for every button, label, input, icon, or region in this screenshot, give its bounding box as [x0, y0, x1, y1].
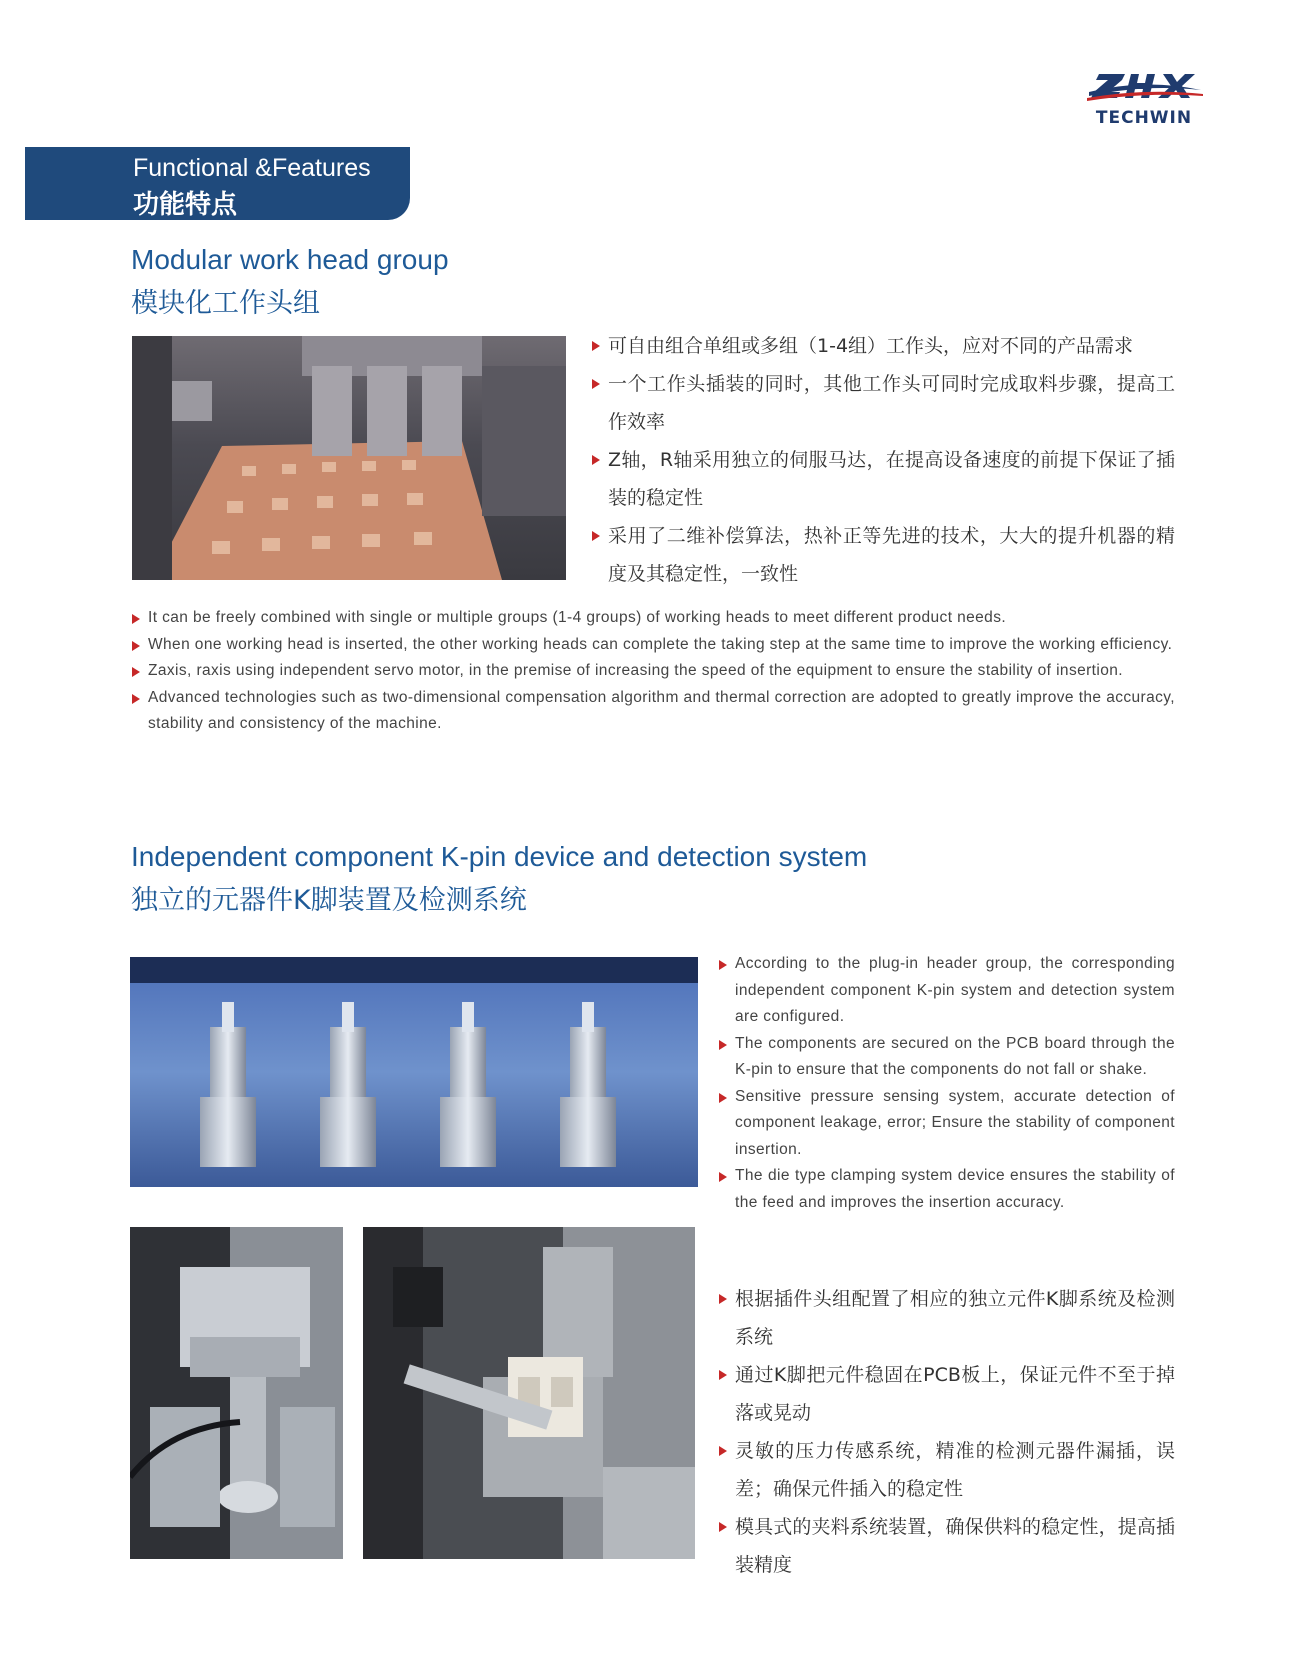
list-item: According to the plug-in header group, the corresponding independent component K-pin system and detection system are configured.: [719, 951, 1175, 1031]
section2-title-cn: 独立的元器件K脚装置及检测系统: [131, 885, 527, 916]
list-item: 灵敏的压力传感系统，精准的检测元器件漏插，误差；确保元件插入的稳定性: [719, 1432, 1175, 1508]
list-item: 采用了二维补偿算法，热补正等先进的技术，大大的提升机器的精度及其稳定性，一致性: [592, 517, 1175, 593]
list-item: The die type clamping system device ensures the stability of the feed and improves the insertion accuracy.: [719, 1163, 1175, 1216]
clamping-system-photo: [363, 1227, 695, 1559]
list-item: When one working head is inserted, the other working heads can complete the taking step at the same time to improve the working efficiency.: [132, 632, 1175, 659]
section2-title-en: Independent component K-pin device and detection system: [131, 841, 868, 872]
list-item: 通过K脚把元件稳固在PCB板上，保证元件不至于掉落或晃动: [719, 1356, 1175, 1432]
list-item: 模具式的夹料系统装置，确保供料的稳定性，提高插装精度: [719, 1508, 1175, 1584]
k-pin-heads-photo: [130, 957, 698, 1187]
banner-title-cn: 功能特点: [133, 190, 238, 220]
list-item: 可自由组合单组或多组（1-4组）工作头，应对不同的产品需求: [592, 327, 1175, 365]
banner-title-en: Functional &Features: [133, 154, 371, 182]
section2-en-list: [719, 951, 1175, 1216]
section1-en-list: [132, 605, 1175, 738]
list-item: 一个工作头插装的同时，其他工作头可同时完成取料步骤，提高工作效率: [592, 365, 1175, 441]
list-item: Sensitive pressure sensing system, accurate detection of component leakage, error; Ensure the stability of component insertion.: [719, 1084, 1175, 1164]
list-item: It can be freely combined with single or multiple groups (1-4 groups) of working heads to meet different product needs.: [132, 605, 1175, 632]
list-item: 根据插件头组配置了相应的独立元件K脚系统及检测系统: [719, 1280, 1175, 1356]
list-item: Z轴，R轴采用独立的伺服马达，在提高设备速度的前提下保证了插装的稳定性: [592, 441, 1175, 517]
section1-title-cn: 模块化工作头组: [131, 288, 320, 319]
logo-subtitle: TECHWIN: [1095, 108, 1193, 128]
detection-module-photo: [130, 1227, 343, 1559]
list-item: The components are secured on the PCB board through the K-pin to ensure that the components do not fall or shake.: [719, 1031, 1175, 1084]
section-banner: [25, 147, 410, 220]
work-head-photo: [132, 336, 566, 580]
list-item: Zaxis, raxis using independent servo motor, in the premise of increasing the speed of the equipment to ensure the stability of insertion.: [132, 658, 1175, 685]
section1-cn-list: [592, 327, 1175, 593]
list-item: Advanced technologies such as two-dimensional compensation algorithm and thermal correction are adopted to greatly improve the accuracy, stability and consistency of the machine.: [132, 685, 1175, 738]
section1-title-en: Modular work head group: [131, 244, 449, 275]
section2-cn-list: [719, 1280, 1175, 1584]
